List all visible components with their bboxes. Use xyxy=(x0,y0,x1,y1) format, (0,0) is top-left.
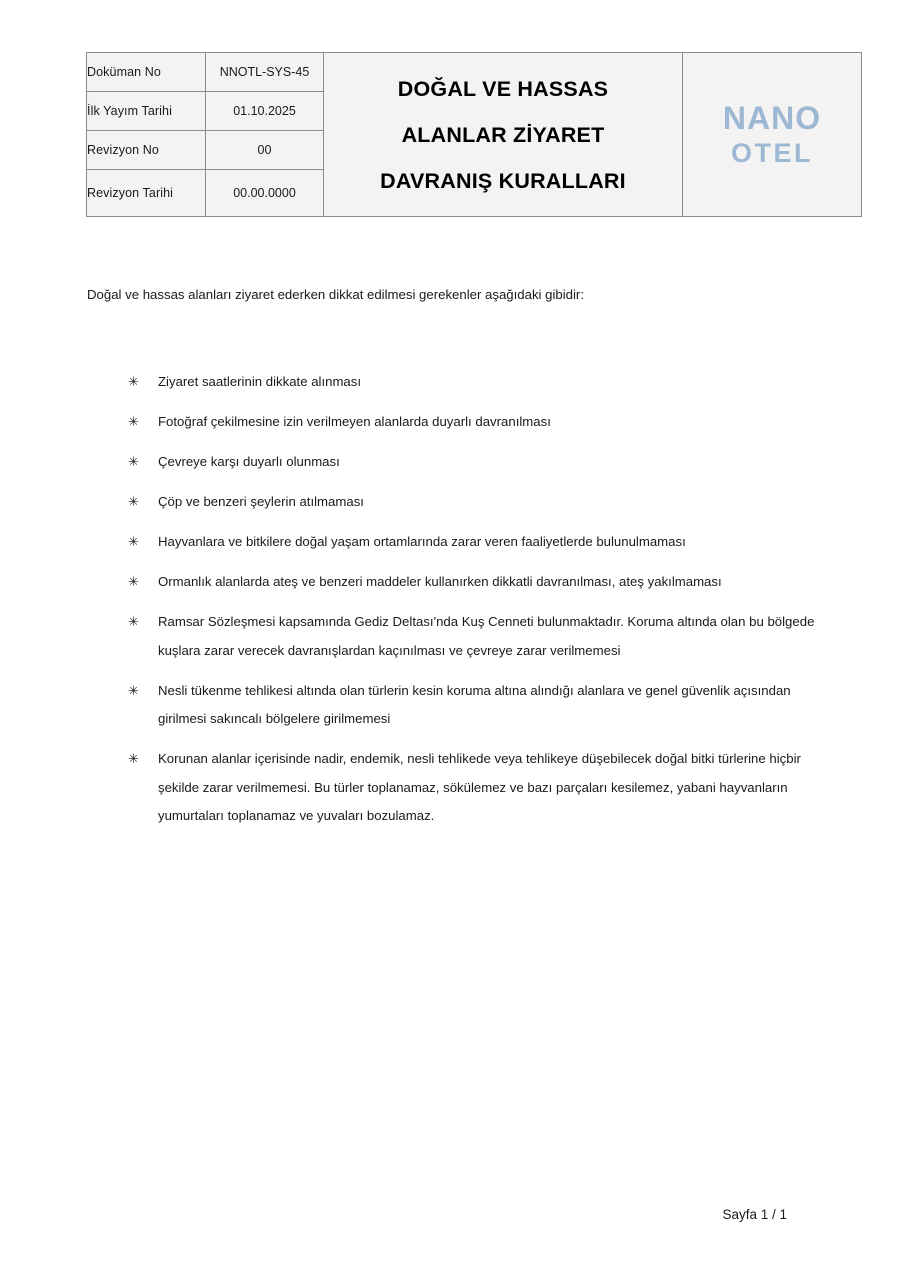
list-item-text: Ormanlık alanlarda ateş ve benzeri maddeler kullanırken dikkatli davranılması, ateş yakılmaması xyxy=(158,574,722,589)
asterisk-bullet-icon: ✳ xyxy=(128,534,139,549)
asterisk-bullet-icon: ✳ xyxy=(128,614,139,629)
meta-value-ilk-yayim-tarihi: 01.10.2025 xyxy=(206,92,324,131)
meta-label-revizyon-no: Revizyon No xyxy=(87,131,206,170)
brand-logo xyxy=(683,53,862,217)
asterisk-bullet-icon: ✳ xyxy=(128,414,139,429)
list-item xyxy=(128,677,828,734)
document-header-table xyxy=(86,52,862,217)
logo-wrap xyxy=(683,102,861,167)
list-item xyxy=(128,368,828,397)
rules-list xyxy=(128,368,828,842)
list-item xyxy=(128,568,828,597)
list-item-text: Korunan alanlar içerisinde nadir, endemik, nesli tehlikede veya tehlikeye düşebilecek doğal bitki türlerine hiçbir şekilde zarar verilmemesi. Bu türler toplanamaz, sökülemez ve bazı parçaları kesilemez, yabani hayvanların yumurtaları toplanamaz ve yuvaları bozulamaz. xyxy=(158,751,801,823)
list-item-text: Nesli tükenme tehlikesi altında olan türlerin kesin koruma altına alındığı alanlara ve genel güvenlik açısından girilmesi sakıncalı bölgelere girilmemesi xyxy=(158,682,791,726)
logo-text-otel: OTEL xyxy=(731,138,813,168)
title-line-1: DOĞAL VE HASSAS xyxy=(397,76,609,101)
meta-value-revizyon-no: 00 xyxy=(206,131,324,170)
logo-text-nano: NANO xyxy=(722,100,822,136)
meta-label-ilk-yayim-tarihi: İlk Yayım Tarihi xyxy=(87,92,206,131)
asterisk-bullet-icon: ✳ xyxy=(128,454,139,469)
list-item xyxy=(128,448,828,477)
asterisk-bullet-icon: ✳ xyxy=(128,374,139,389)
title-line-3: DAVRANIŞ KURALLARI xyxy=(380,168,626,193)
asterisk-bullet-icon: ✳ xyxy=(128,682,139,698)
title-line-2: ALANLAR ZİYARET xyxy=(401,122,605,147)
list-item xyxy=(128,488,828,517)
meta-label-dokuman-no: Doküman No xyxy=(87,53,206,92)
list-item-text: Ramsar Sözleşmesi kapsamında Gediz Deltası'nda Kuş Cenneti bulunmaktadır. Koruma altında olan bu bölgede kuşlara zarar verecek davranışlardan kaçınılması ve çevreye zarar verilmemesi xyxy=(158,614,815,658)
list-item xyxy=(128,745,828,831)
meta-label-revizyon-tarihi: Revizyon Tarihi xyxy=(87,170,206,217)
document-title xyxy=(324,53,683,217)
asterisk-bullet-icon: ✳ xyxy=(128,574,139,589)
list-item xyxy=(128,608,828,665)
list-item-text: Ziyaret saatlerinin dikkate alınması xyxy=(158,374,362,389)
page-footer: Sayfa 1 / 1 xyxy=(722,1207,787,1222)
meta-value-revizyon-tarihi: 00.00.0000 xyxy=(206,170,324,217)
asterisk-bullet-icon: ✳ xyxy=(128,751,139,766)
header-row-dokuman-no xyxy=(87,53,862,92)
meta-value-dokuman-no: NNOTL-SYS-45 xyxy=(206,53,324,92)
list-item xyxy=(128,408,828,437)
list-item xyxy=(128,528,828,557)
list-item-text: Çöp ve benzeri şeylerin atılmaması xyxy=(158,494,364,509)
list-item-text: Fotoğraf çekilmesine izin verilmeyen alanlarda duyarlı davranılması xyxy=(158,414,551,429)
intro-paragraph: Doğal ve hassas alanları ziyaret ederken dikkat edilmesi gerekenler aşağıdaki gibidir: xyxy=(87,287,584,303)
asterisk-bullet-icon: ✳ xyxy=(128,494,139,509)
list-item-text: Çevreye karşı duyarlı olunması xyxy=(158,454,340,469)
list-item-text: Hayvanlara ve bitkilere doğal yaşam ortamlarında zarar veren faaliyetlerde bulunulmaması xyxy=(158,534,686,549)
